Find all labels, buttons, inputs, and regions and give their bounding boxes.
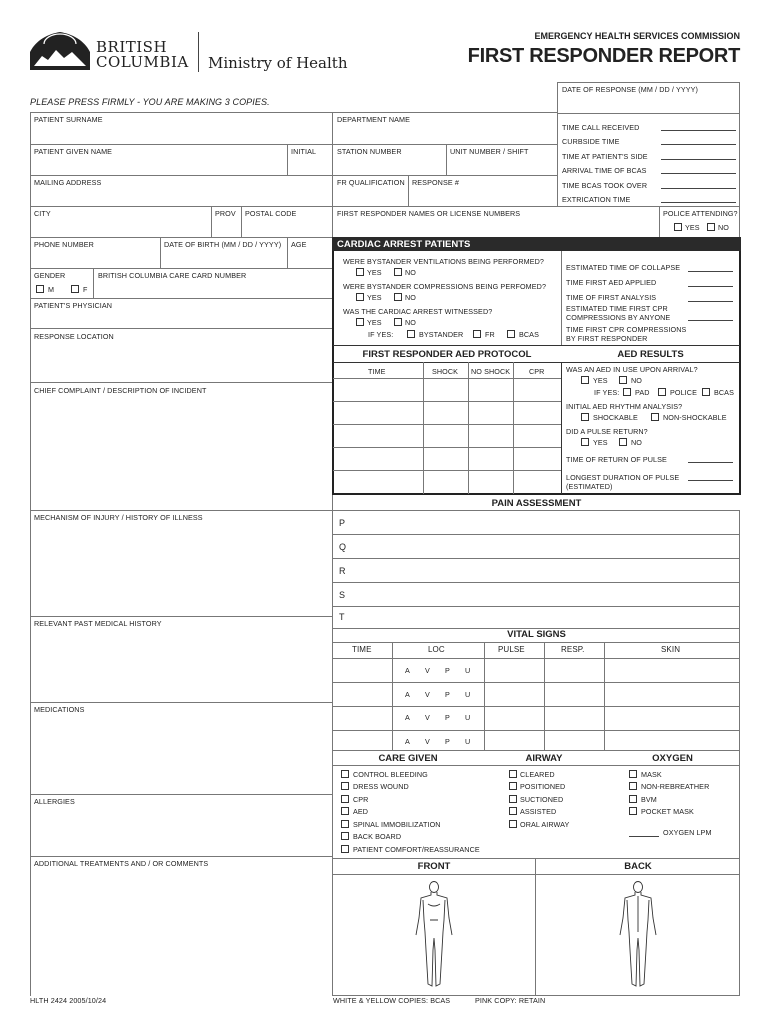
q3-yes-label: YES: [367, 318, 382, 327]
copies-retain: PINK COPY: RETAIN: [475, 996, 546, 1005]
avpu-a[interactable]: A: [405, 737, 410, 746]
oxygen-title: OXYGEN: [652, 753, 693, 764]
copies-bcas: WHITE & YELLOW COPIES: BCAS: [333, 996, 451, 1005]
avpu-u[interactable]: U: [465, 737, 471, 746]
aed-yes-checkbox[interactable]: [581, 376, 589, 384]
phone-label: PHONE NUMBER: [34, 240, 94, 249]
gender-m-label: M: [48, 285, 55, 294]
gender-m-checkbox[interactable]: [36, 285, 44, 293]
pain-q: Q: [339, 542, 347, 552]
airway-item: SUCTIONED: [520, 795, 564, 804]
body-back-icon[interactable]: [617, 880, 659, 990]
oxygen-item: MASK: [641, 770, 662, 779]
q3-if-yes-label: IF YES:: [368, 330, 394, 339]
commission-name: EMERGENCY HEALTH SERVICES COMMISSION: [534, 31, 740, 41]
aed-no-label: NO: [631, 376, 642, 385]
q1-no-label: NO: [405, 268, 416, 277]
police-yes-checkbox[interactable]: [674, 223, 682, 231]
care-checkbox[interactable]: [341, 820, 349, 828]
patient-given-label: PATIENT GIVEN NAME: [34, 147, 113, 156]
oxygen-item: BVM: [641, 795, 657, 804]
q3-no-checkbox[interactable]: [394, 318, 402, 326]
care-item: CONTROL BLEEDING: [353, 770, 428, 779]
oxygen-checkbox[interactable]: [629, 807, 637, 815]
shockable-checkbox[interactable]: [581, 413, 589, 421]
aed-no-checkbox[interactable]: [619, 376, 627, 384]
brand-line-1: BRITISH: [96, 38, 168, 56]
avpu-v[interactable]: V: [425, 737, 430, 746]
date-of-response-label: DATE OF RESPONSE (MM / DD / YYYY): [562, 85, 699, 94]
form-number: HLTH 2424 2005/10/24: [30, 996, 107, 1005]
pain-t: T: [339, 612, 345, 622]
witness-bcas-checkbox[interactable]: [507, 330, 515, 338]
past-history-label: RELEVANT PAST MEDICAL HISTORY: [34, 619, 162, 628]
avpu-p[interactable]: P: [445, 737, 450, 746]
station-label: STATION NUMBER: [337, 147, 402, 156]
est-cpr-label-1: ESTIMATED TIME FIRST CPR: [566, 304, 668, 313]
aed-col-shock: SHOCK: [432, 367, 459, 376]
care-checkbox[interactable]: [341, 795, 349, 803]
witness-bcas-label: BCAS: [519, 330, 539, 339]
time-label-2: TIME AT PATIENT'S SIDE: [562, 152, 648, 161]
pain-title: PAIN ASSESSMENT: [491, 498, 582, 509]
witness-fr-checkbox[interactable]: [473, 330, 481, 338]
q2-yes-checkbox[interactable]: [356, 293, 364, 301]
aed-pad-checkbox[interactable]: [623, 388, 631, 396]
police-yes-label: YES: [685, 223, 700, 232]
airway-checkbox[interactable]: [509, 770, 517, 778]
aed-protocol-title: FIRST RESPONDER AED PROTOCOL: [362, 349, 532, 360]
age-label: AGE: [291, 240, 307, 249]
brand-line-2: COLUMBIA: [96, 53, 189, 71]
brand-name: [96, 40, 189, 70]
back-title: BACK: [624, 861, 652, 872]
pain-p: P: [339, 518, 346, 528]
city-label: CITY: [34, 209, 51, 218]
vitals-title: VITAL SIGNS: [507, 629, 566, 640]
avpu-u[interactable]: U: [465, 713, 471, 722]
vitals-col-time: TIME: [352, 645, 372, 654]
aed-results-title: AED RESULTS: [617, 349, 684, 360]
airway-item: CLEARED: [520, 770, 555, 779]
q1-no-checkbox[interactable]: [394, 268, 402, 276]
aed-in-use-label: WAS AN AED IN USE UPON ARRIVAL?: [566, 365, 698, 374]
avpu-p[interactable]: P: [445, 713, 450, 722]
care-checkbox[interactable]: [341, 807, 349, 815]
care-checkbox[interactable]: [341, 770, 349, 778]
response-location-label: RESPONSE LOCATION: [34, 332, 114, 341]
airway-item: POSITIONED: [520, 782, 566, 791]
q3-yes-checkbox[interactable]: [356, 318, 364, 326]
aed-col-time: TIME: [368, 367, 386, 376]
care-item: AED: [353, 807, 369, 816]
q1-yes-checkbox[interactable]: [356, 268, 364, 276]
cardiac-q3: WAS THE CARDIAC ARREST WITNESSED?: [343, 307, 493, 316]
allergies-label: ALLERGIES: [34, 797, 75, 806]
aed-police-label: POLICE: [670, 388, 697, 397]
nonshockable-checkbox[interactable]: [651, 413, 659, 421]
gender-f-checkbox[interactable]: [71, 285, 79, 293]
avpu-u[interactable]: U: [465, 666, 471, 675]
fr-cpr-label-2: BY FIRST RESPONDER: [566, 334, 648, 343]
aed-col-cpr: CPR: [529, 367, 545, 376]
physician-label: PATIENT'S PHYSICIAN: [34, 301, 113, 310]
aed-bcas-label: BCAS: [714, 388, 734, 397]
additional-label: ADDITIONAL TREATMENTS AND / OR COMMENTS: [34, 859, 209, 868]
time-label-3: ARRIVAL TIME OF BCAS: [562, 166, 647, 175]
oxygen-checkbox[interactable]: [629, 795, 637, 803]
pain-s: S: [339, 590, 346, 600]
initial-label: INITIAL: [291, 147, 317, 156]
ministry-name: Ministry of Health: [208, 54, 348, 72]
cardiac-q1: WERE BYSTANDER VENTILATIONS BEING PERFORMED?: [343, 257, 545, 266]
gender-label: GENDER: [34, 271, 66, 280]
care-item: SPINAL IMMOBILIZATION: [353, 820, 441, 829]
nonshockable-label: NON-SHOCKABLE: [663, 413, 727, 422]
vitals-col-pulse: PULSE: [498, 645, 525, 654]
department-label: DEPARTMENT NAME: [337, 115, 410, 124]
oxygen-item: POCKET MASK: [641, 807, 694, 816]
oxygen-checkbox[interactable]: [629, 782, 637, 790]
police-attending-label: POLICE ATTENDING?: [663, 209, 738, 218]
vitals-col-skin: SKIN: [661, 645, 681, 654]
shockable-label: SHOCKABLE: [593, 413, 638, 422]
copies-notice: PLEASE PRESS FIRMLY - YOU ARE MAKING 3 COPIES.: [30, 97, 270, 107]
care-item: BACK BOARD: [353, 832, 402, 841]
first-aed-label: TIME FIRST AED APPLIED: [566, 278, 657, 287]
care-title: CARE GIVEN: [378, 753, 438, 764]
time-label-0: TIME CALL RECEIVED: [562, 123, 640, 132]
aed-police-checkbox[interactable]: [658, 388, 666, 396]
care-checkbox[interactable]: [341, 782, 349, 790]
prov-label: PROV: [215, 209, 236, 218]
aed-yes-label: YES: [593, 376, 608, 385]
airway-checkbox[interactable]: [509, 782, 517, 790]
avpu-p[interactable]: P: [445, 666, 450, 675]
avpu-a[interactable]: A: [405, 666, 410, 675]
witness-bystander-label: BYSTANDER: [419, 330, 464, 339]
est-cpr-label-2: COMPRESSIONS BY ANYONE: [566, 313, 671, 322]
longest-pulse-label-1: LONGEST DURATION OF PULSE: [566, 473, 680, 482]
unit-label: UNIT NUMBER / SHIFT: [450, 147, 529, 156]
oxygen-checkbox[interactable]: [629, 770, 637, 778]
airway-item: ASSISTED: [520, 807, 557, 816]
avpu-p[interactable]: P: [445, 690, 450, 699]
avpu-v[interactable]: V: [425, 666, 430, 675]
pulse-no-checkbox[interactable]: [619, 438, 627, 446]
aed-if-yes-label: IF YES:: [594, 388, 620, 397]
care-checkbox[interactable]: [341, 832, 349, 840]
q2-yes-label: YES: [367, 293, 382, 302]
avpu-a[interactable]: A: [405, 690, 410, 699]
time-label-5: EXTRICATION TIME: [562, 195, 631, 204]
time-label-1: CURBSIDE TIME: [562, 137, 620, 146]
mailing-address-label: MAILING ADDRESS: [34, 178, 102, 187]
aed-bcas-checkbox[interactable]: [702, 388, 710, 396]
fr-cpr-label-1: TIME FIRST CPR COMPRESSIONS: [566, 325, 687, 334]
gender-f-label: F: [83, 285, 88, 294]
care-checkbox[interactable]: [341, 845, 349, 853]
pulse-return-label: DID A PULSE RETURN?: [566, 427, 648, 436]
vitals-col-loc: LOC: [428, 645, 445, 654]
body-front-icon[interactable]: [413, 880, 455, 990]
front-title: FRONT: [417, 861, 451, 872]
q1-yes-label: YES: [367, 268, 382, 277]
longest-pulse-label-2: (ESTIMATED): [566, 482, 613, 491]
airway-title: AIRWAY: [525, 753, 563, 764]
police-no-checkbox[interactable]: [707, 223, 715, 231]
aed-col-noshock: NO SHOCK: [471, 367, 511, 376]
aed-pad-label: PAD: [635, 388, 650, 397]
medications-label: MEDICATIONS: [34, 705, 85, 714]
cardiac-q2: WERE BYSTANDER COMPRESSIONS BEING PERFOMED?: [343, 282, 547, 291]
avpu-v[interactable]: V: [425, 690, 430, 699]
response-number-label: RESPONSE #: [412, 178, 459, 187]
care-item: PATIENT COMFORT/REASSURANCE: [353, 845, 480, 854]
collapse-label: ESTIMATED TIME OF COLLAPSE: [566, 263, 681, 272]
airway-item: ORAL AIRWAY: [520, 820, 570, 829]
mechanism-label: MECHANISM OF INJURY / HISTORY OF ILLNESS: [34, 513, 203, 522]
first-analysis-label: TIME OF FIRST ANALYSIS: [566, 293, 657, 302]
chief-complaint-label: CHIEF COMPLAINT / DESCRIPTION OF INCIDENT: [34, 386, 207, 395]
rhythm-label: INITIAL AED RHYTHM ANALYSIS?: [566, 402, 683, 411]
care-card-label: BRITISH COLUMBIA CARE CARD NUMBER: [98, 271, 247, 280]
dob-label: DATE OF BIRTH (MM / DD / YYYY): [164, 240, 282, 249]
form-title: FIRST RESPONDER REPORT: [467, 45, 740, 67]
postal-code-label: POSTAL CODE: [245, 209, 297, 218]
q2-no-checkbox[interactable]: [394, 293, 402, 301]
avpu-a[interactable]: A: [405, 713, 410, 722]
pulse-no-label: NO: [631, 438, 642, 447]
oxygen-item: NON-REBREATHER: [641, 782, 710, 791]
airway-checkbox[interactable]: [509, 795, 517, 803]
witness-bystander-checkbox[interactable]: [407, 330, 415, 338]
bc-logo-icon: [28, 30, 92, 72]
fr-qualification-label: FR QUALIFICATION: [337, 178, 405, 187]
airway-checkbox[interactable]: [509, 807, 517, 815]
cardiac-title: CARDIAC ARREST PATIENTS: [337, 239, 471, 250]
pulse-time-label: TIME OF RETURN OF PULSE: [566, 455, 667, 464]
care-item: CPR: [353, 795, 369, 804]
q3-no-label: NO: [405, 318, 416, 327]
q2-no-label: NO: [405, 293, 416, 302]
pulse-yes-checkbox[interactable]: [581, 438, 589, 446]
fr-names-label: FIRST RESPONDER NAMES OR LICENSE NUMBERS: [337, 209, 521, 218]
police-no-label: NO: [718, 223, 729, 232]
avpu-v[interactable]: V: [425, 713, 430, 722]
oxygen-lpm-label: OXYGEN LPM: [663, 828, 712, 837]
witness-fr-label: FR: [485, 330, 495, 339]
patient-surname-label: PATIENT SURNAME: [34, 115, 103, 124]
vitals-col-resp: RESP.: [561, 645, 585, 654]
avpu-u[interactable]: U: [465, 690, 471, 699]
pulse-yes-label: YES: [593, 438, 608, 447]
pain-r: R: [339, 566, 346, 576]
time-label-4: TIME BCAS TOOK OVER: [562, 181, 648, 190]
care-item: DRESS WOUND: [353, 782, 409, 791]
airway-checkbox[interactable]: [509, 820, 517, 828]
